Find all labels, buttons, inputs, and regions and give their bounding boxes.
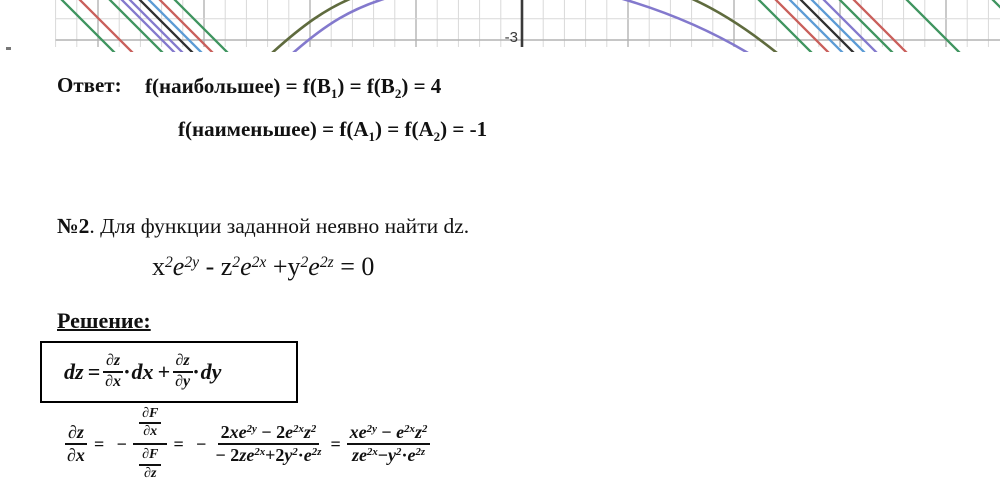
- problem-number: №2: [57, 214, 90, 238]
- function-graph: [0, 0, 1000, 52]
- expanded-fraction: $\frac{2xe^{2y} - 2e^{2x}z^2}{- 2ze^{2x}+2y^2\cdot e^{2z}}$: [215, 421, 322, 465]
- problem-text: . Для функции заданной неявно найти dz.: [89, 214, 470, 238]
- partial-derivative-formula: $\frac{\partial z}{\partial x}$ = − $\frac{\frac{\partial F}{\partial x}}{\frac{\partial F}{\partial z}}$ = − $\frac{2xe^{2y} - 2e^{2x}z^2}{- 2ze^{2x}+2y^2\cdot e^{2z}}$ = $\frac{xe^{2y} - e^{2x}z^2}{ze^{2x}-y^2\cdot e^{2z}}$: [64, 406, 430, 482]
- dF-ratio-fraction: $\frac{\frac{\partial F}{\partial x}}{\frac{\partial F}{\partial z}}$: [133, 404, 167, 483]
- solution-heading: Решение:: [57, 308, 151, 333]
- simplified-fraction: $\frac{xe^{2y} - e^{2x}z^2}{ze^{2x}-y^2\cdot e^{2z}}$: [347, 422, 431, 466]
- problem-statement: [57, 214, 469, 239]
- dz-lhs: dz: [64, 359, 84, 384]
- dz-dy-fraction: $\frac{\partial z}{\partial y}$: [172, 352, 193, 392]
- total-differential-box: dz = $\frac{\partial z}{\partial x}$ · dx + $\frac{\partial z}{\partial y}$ · dy: [40, 341, 298, 403]
- dz-dx-fraction: $\frac{\partial z}{\partial x}$: [102, 352, 124, 392]
- answer-line-max: f(наибольшее) = $f(B_1) = f(B_2) = 4$: [145, 74, 442, 102]
- y-axis-tick-label: -3: [504, 29, 518, 46]
- implicit-equation: $x^2e^{2y} - z^2e^{2x} +y^2e^{2z} = 0$: [152, 252, 375, 281]
- dz-dx-lhs-fraction: $\frac{\partial z}{\partial x}$: [67, 421, 85, 465]
- graph-plot: [0, 0, 1000, 52]
- answer-line-min: f(наименьшее) = $f(A_1) = f(A_2) = -1$: [178, 117, 488, 145]
- answer-label: Ответ:: [57, 73, 122, 97]
